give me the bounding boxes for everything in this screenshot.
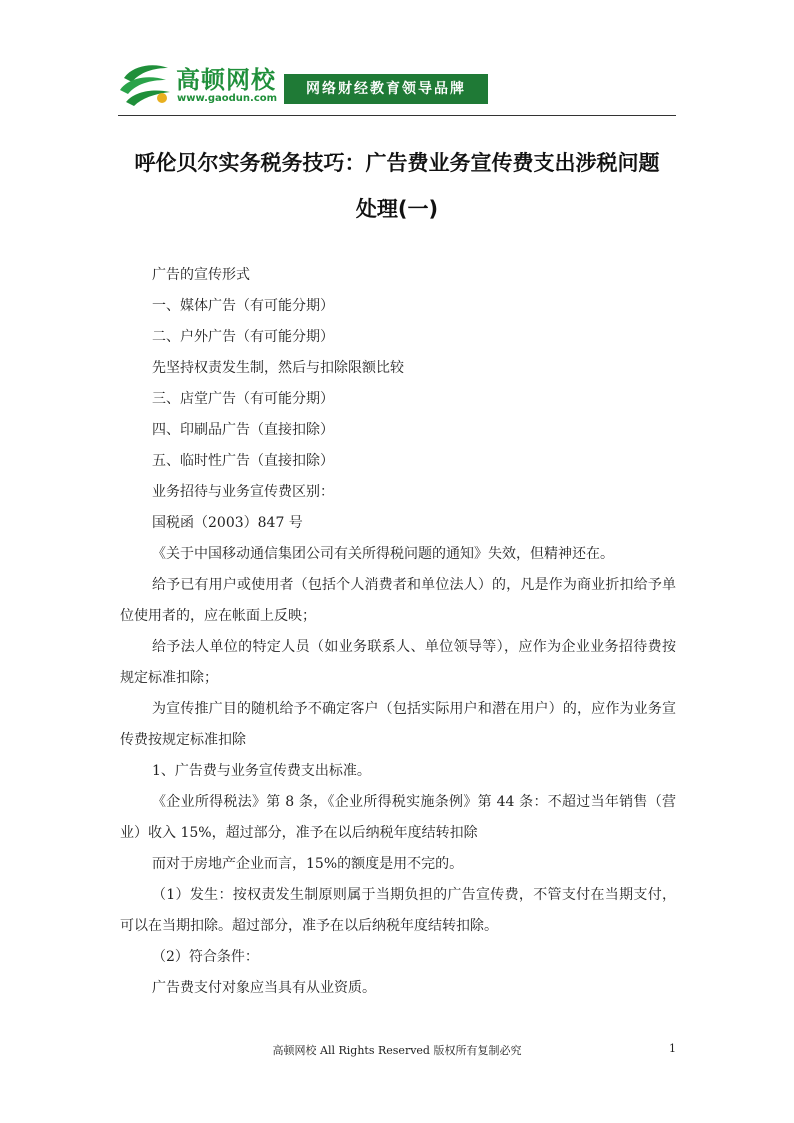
paragraph: 1、广告费与业务宣传费支出标准。 — [152, 763, 371, 779]
slogan-banner: 网络财经教育领导品牌 — [284, 74, 488, 104]
title-line-1: 呼伦贝尔实务税务技巧：广告费业务宣传费支出涉税问题 — [134, 151, 660, 175]
logo-url: www.gaodun.com — [177, 93, 278, 104]
gaodun-logo-icon — [118, 58, 174, 110]
header-divider — [118, 115, 676, 116]
paragraph: 给予已有用户或使用者（包括个人消费者和单位法人）的，凡是作为商业折扣给予单位使用者的，应在帐面上反映； — [120, 577, 676, 624]
paragraph: （2）符合条件： — [152, 949, 259, 965]
document-title — [118, 140, 676, 232]
paragraph: 给予法人单位的特定人员（如业务联系人、单位领导等），应作为企业业务招待费按规定标准扣除； — [120, 639, 676, 686]
paragraph: 业务招待与业务宣传费区别： — [152, 484, 334, 500]
page-number: 1 — [669, 1042, 676, 1055]
page-footer — [118, 1042, 676, 1062]
paragraph: （1）发生：按权责发生制原则属于当期负担的广告宣传费，不管支付在当期支付，可以在当期扣除。超过部分，准予在以后纳税年度结转扣除。 — [120, 887, 676, 934]
paragraph: 为宣传推广目的随机给予不确定客户（包括实际用户和潜在用户）的，应作为业务宣传费按规定标准扣除 — [120, 701, 676, 748]
paragraph: 广告费支付对象应当具有从业资质。 — [152, 980, 376, 996]
paragraph: 五、临时性广告（直接扣除） — [152, 453, 334, 469]
logo-name: 高顿网校 — [176, 66, 276, 94]
paragraph: 三、店堂广告（有可能分期） — [152, 391, 334, 407]
paragraph: 广告的宣传形式 — [152, 267, 250, 283]
title-line-2: 处理(一) — [355, 197, 439, 221]
paragraph: 《关于中国移动通信集团公司有关所得税问题的通知》失效，但精神还在。 — [152, 546, 614, 562]
paragraph: 《企业所得税法》第 8 条，《企业所得税实施条例》第 44 条：不超过当年销售（营业）收入 15%，超过部分，准予在以后纳税年度结转扣除 — [120, 794, 676, 841]
paragraph: 四、印刷品广告（直接扣除） — [152, 422, 334, 438]
footer-copyright: 高顿网校 All Rights Reserved 版权所有复制必究 — [272, 1044, 522, 1057]
paragraph: 二、户外广告（有可能分期） — [152, 329, 334, 345]
paragraph: 而对于房地产企业而言，15%的额度是用不完的。 — [152, 856, 464, 872]
paragraph: 先坚持权责发生制，然后与扣除限额比较 — [152, 360, 404, 376]
paragraph: 国税函（2003）847 号 — [152, 515, 303, 531]
paragraph: 一、媒体广告（有可能分期） — [152, 298, 334, 314]
document-body — [120, 260, 676, 1004]
page-header — [118, 56, 676, 116]
